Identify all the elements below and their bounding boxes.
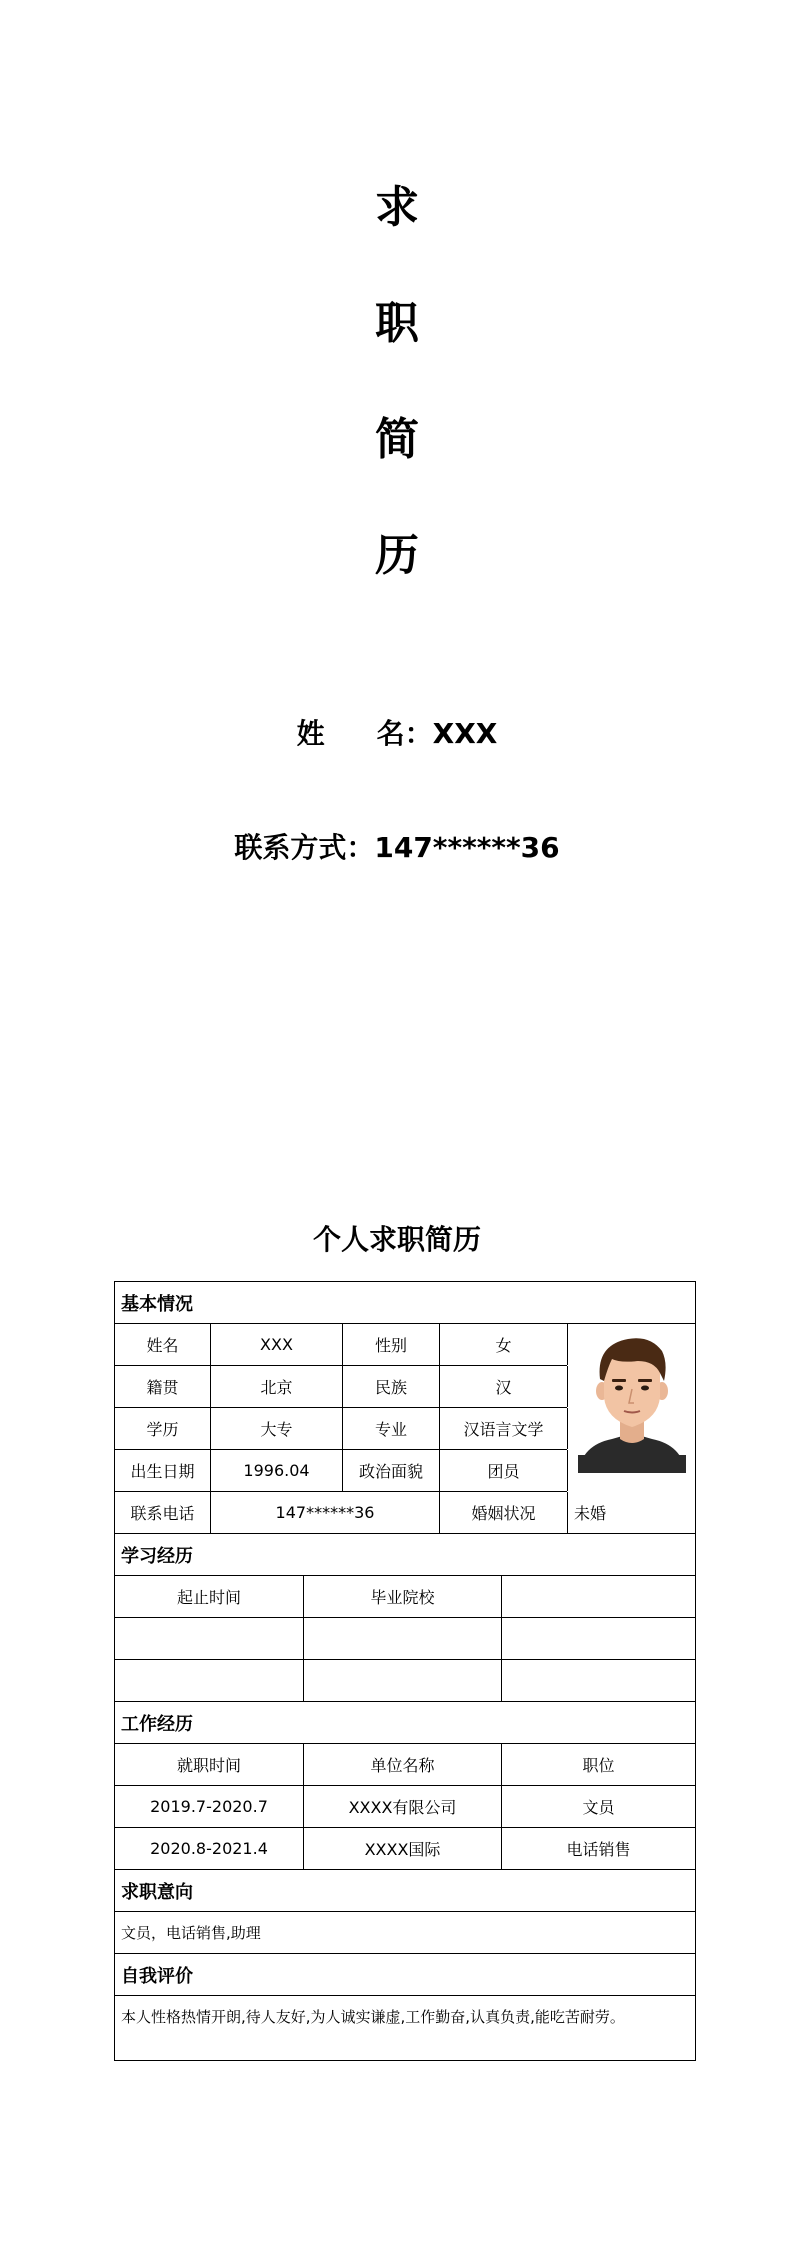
major-label: 专业 xyxy=(343,1408,440,1449)
cover-title-char-3: 简 xyxy=(375,414,419,465)
gender-label: 性别 xyxy=(343,1324,440,1365)
cover-name-line xyxy=(0,717,794,750)
work-company: XXXX国际 xyxy=(304,1828,502,1869)
origin-label: 籍贯 xyxy=(115,1366,211,1407)
section-study-title: 学习经历 xyxy=(121,1545,193,1567)
resume-table xyxy=(114,1281,696,2061)
section-self-eval-header xyxy=(115,1954,695,1996)
avatar-portrait-icon xyxy=(568,1323,696,1493)
avatar-photo xyxy=(568,1323,696,1493)
work-col-period: 就职时间 xyxy=(115,1744,304,1785)
study-header-row xyxy=(115,1576,695,1618)
study-row-1 xyxy=(115,1618,695,1660)
work-period: 2019.7-2020.7 xyxy=(115,1786,304,1827)
study-col-school: 毕业院校 xyxy=(304,1576,502,1617)
work-period: 2020.8-2021.4 xyxy=(115,1828,304,1869)
work-row-1 xyxy=(115,1786,695,1828)
intent-row xyxy=(115,1912,695,1954)
section-work-header xyxy=(115,1702,695,1744)
political-label: 政治面貌 xyxy=(343,1450,440,1491)
study-cell xyxy=(502,1618,695,1659)
phone-label: 联系电话 xyxy=(115,1492,211,1533)
phone-value: 147******36 xyxy=(211,1492,440,1533)
work-position: 电话销售 xyxy=(566,1840,631,1859)
cover-contact-line xyxy=(0,831,794,864)
section-intent-header xyxy=(115,1870,695,1912)
study-row-2 xyxy=(115,1660,695,1702)
study-cell xyxy=(115,1618,304,1659)
work-position: 文员 xyxy=(582,1798,615,1817)
study-col-period: 起止时间 xyxy=(115,1576,304,1617)
study-cell xyxy=(304,1660,502,1701)
section-basic-title: 基本情况 xyxy=(121,1293,193,1315)
resume-title: 个人求职简历 xyxy=(312,1223,481,1256)
marital-label: 婚姻状况 xyxy=(440,1492,568,1533)
major-value: 汉语言文学 xyxy=(440,1408,568,1449)
self-eval-text: 本人性格热情开朗,待人友好,为人诚实谦虚,工作勤奋,认真负责,能吃苦耐劳。 xyxy=(121,2008,625,2026)
basic-row-4 xyxy=(115,1450,567,1492)
education-value: 大专 xyxy=(211,1408,343,1449)
name-value: XXX xyxy=(211,1324,343,1365)
section-intent-title: 求职意向 xyxy=(121,1881,193,1903)
education-label: 学历 xyxy=(115,1408,211,1449)
political-value: 团员 xyxy=(440,1450,568,1491)
marital-value: 未婚 xyxy=(574,1504,607,1523)
section-study-header xyxy=(115,1534,695,1576)
work-col-position: 职位 xyxy=(582,1756,615,1775)
study-col-extra xyxy=(502,1576,695,1617)
cover-name-value: XXX xyxy=(432,717,498,750)
study-cell xyxy=(115,1660,304,1701)
ethnicity-value: 汉 xyxy=(440,1366,568,1407)
cover-name-label-b: 名： xyxy=(376,717,433,750)
section-basic-header xyxy=(115,1282,695,1324)
origin-value: 北京 xyxy=(211,1366,343,1407)
basic-row-2 xyxy=(115,1366,567,1408)
work-col-company: 单位名称 xyxy=(304,1744,502,1785)
cover-title-char-4: 历 xyxy=(375,530,419,581)
section-work-title: 工作经历 xyxy=(121,1713,193,1735)
self-eval-row xyxy=(115,1996,695,2060)
cover-name-label-a: 姓 xyxy=(296,717,325,750)
birth-label: 出生日期 xyxy=(115,1450,211,1491)
work-row-2 xyxy=(115,1828,695,1870)
ethnicity-label: 民族 xyxy=(343,1366,440,1407)
basic-row-1 xyxy=(115,1324,567,1366)
work-header-row xyxy=(115,1744,695,1786)
study-cell xyxy=(304,1618,502,1659)
cover-contact-value: 147******36 xyxy=(374,831,560,864)
cover-title-char-1: 求 xyxy=(375,182,419,233)
name-label: 姓名 xyxy=(115,1324,211,1365)
work-company: XXXX有限公司 xyxy=(304,1786,502,1827)
gender-value: 女 xyxy=(440,1324,568,1365)
cover-contact-label: 联系方式： xyxy=(234,831,375,864)
birth-value: 1996.04 xyxy=(211,1450,343,1491)
study-cell xyxy=(502,1660,695,1701)
intent-text: 文员，电话销售,助理 xyxy=(121,1924,261,1942)
cover-title-char-2: 职 xyxy=(375,298,419,349)
basic-row-5 xyxy=(115,1492,695,1534)
section-self-eval-title: 自我评价 xyxy=(121,1965,193,1987)
basic-row-3 xyxy=(115,1408,567,1450)
